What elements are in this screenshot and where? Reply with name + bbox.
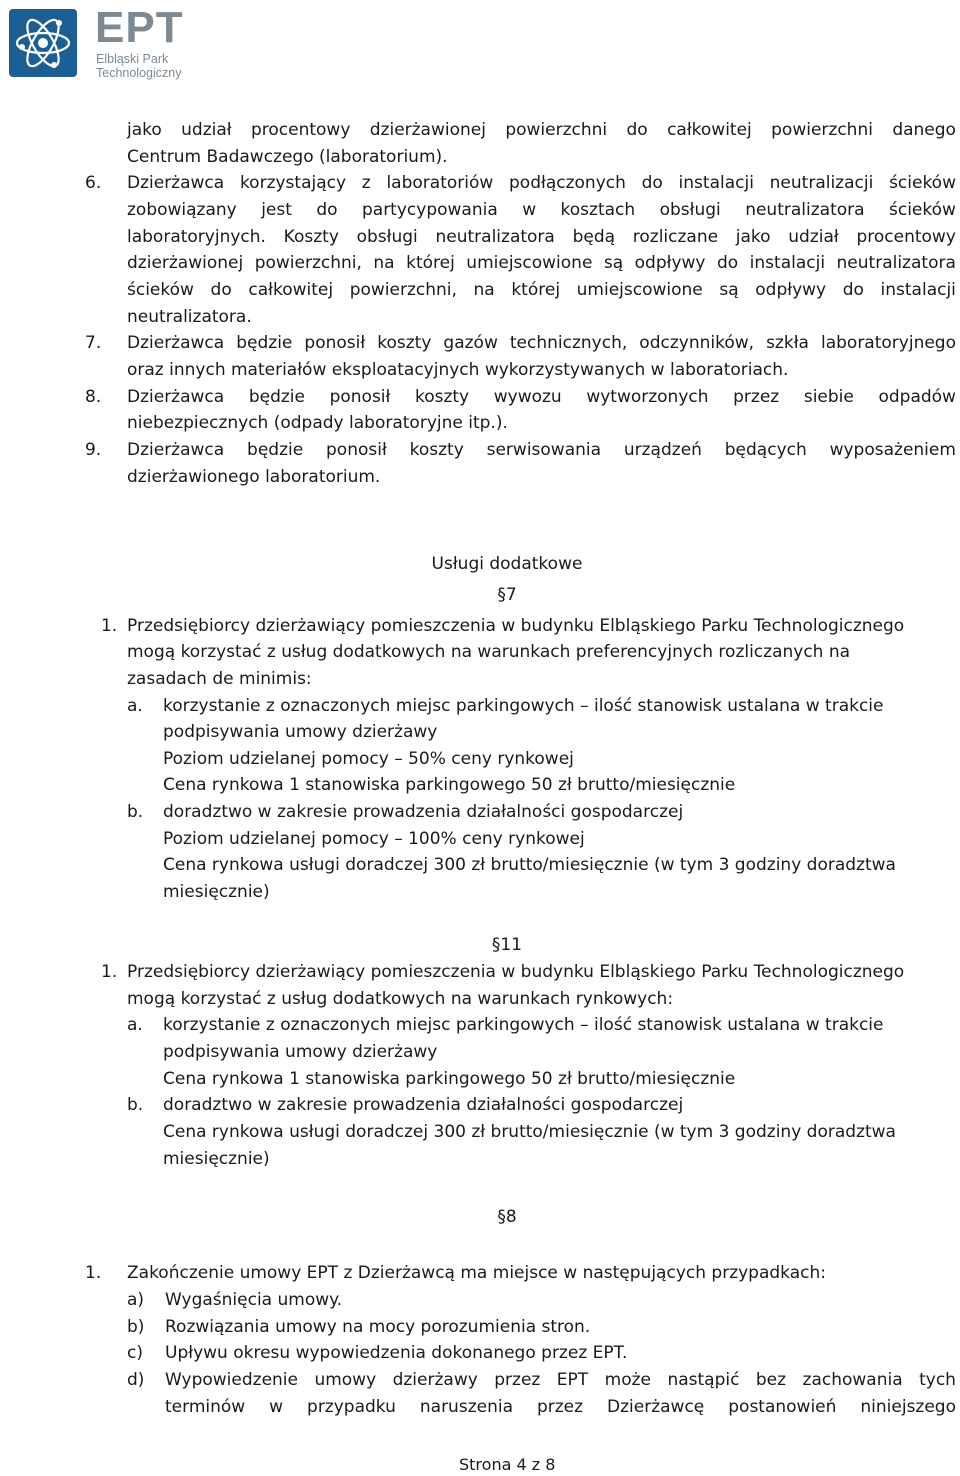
text-line: Dzierżawca będzie ponosił koszty serwisowania urządzeń będących wyposażeniem [127,440,956,460]
text-line: korzystanie z oznaczonych miejsc parkingowych – ilość stanowisk ustalana w trakcie [163,696,884,716]
text-line: podpisywania umowy dzierżawy [163,722,438,742]
logo-title: EPT [95,3,184,52]
text-line: mogą korzystać z usług dodatkowych na warunkach rynkowych: [127,989,674,1009]
list-letter: d) [127,1370,145,1390]
text-line: korzystanie z oznaczonych miejsc parkingowych – ilość stanowisk ustalana w trakcie [163,1015,884,1035]
text-line: Przedsiębiorcy dzierżawiący pomieszczenia w budynku Elbląskiego Parku Technologicznego [127,616,905,636]
list-letter: a) [127,1290,145,1310]
page-number-label: Strona 4 z 8 [459,1455,556,1474]
text-line: dzierżawionej powierzchni, na której umiejscowione są odpływy do instalacji neutralizatora [127,253,956,273]
text-line: podpisywania umowy dzierżawy [163,1042,438,1062]
paragraph-heading: §8 [497,1207,517,1227]
text-line: jako udział procentowy dzierżawionej powierzchni do całkowitej powierzchni danego [127,120,956,140]
text-line: Poziom udzielanej pomocy – 100% ceny rynkowej [163,829,585,849]
text-line: Dzierżawca korzystający z laboratoriów podłączonych do instalacji neutralizacji ścieków [127,173,956,193]
paragraph-heading: §7 [497,585,517,605]
list-letter: a. [127,696,143,716]
text-line: Poziom udzielanej pomocy – 50% ceny rynkowej [163,749,574,769]
text-line: Upływu okresu wypowiedzenia dokonanego przez EPT. [165,1343,628,1363]
list-number: 1. [85,1263,102,1283]
text-line: Wygaśnięcia umowy. [165,1290,343,1310]
text-line: Przedsiębiorcy dzierżawiący pomieszczenia w budynku Elbląskiego Parku Technologicznego [127,962,905,982]
section-title: Usługi dodatkowe [431,554,583,574]
list-letter: a. [127,1015,143,1035]
text-line: mogą korzystać z usług dodatkowych na warunkach preferencyjnych rozliczanych na [127,642,851,662]
text-line: doradztwo w zakresie prowadzenia działalności gospodarczej [163,1095,684,1115]
logo-subtitle [96,52,181,80]
list-number: 6. [85,173,102,193]
text-line: miesięcznie) [163,882,270,902]
text-line: Cena rynkowa usługi doradczej 300 zł brutto/miesięcznie (w tym 3 godziny doradztwa [163,1122,896,1142]
text-line: Wypowiedzenie umowy dzierżawy przez EPT może nastąpić bez zachowania tych [165,1370,956,1390]
text-line: neutralizatora. [127,307,252,327]
text-line: oraz innych materiałów eksploatacyjnych wykorzystywanych w laboratoriach. [127,360,789,380]
text-line: Cena rynkowa 1 stanowiska parkingowego 50 zł brutto/miesięcznie [163,775,736,795]
text-line: dzierżawionego laboratorium. [127,467,381,487]
text-line: Dzierżawca będzie ponosił koszty gazów technicznych, odczynników, szkła laboratoryjnego [127,333,956,353]
list-letter: b. [127,802,144,822]
list-letter: b) [127,1317,145,1337]
list-letter: b. [127,1095,144,1115]
text-line: zasadach de minimis: [127,669,312,689]
text-line: terminów w przypadku naruszenia przez Dzierżawcę postanowień niniejszego [165,1397,956,1417]
atom-logo-icon [9,9,77,77]
list-number: 7. [85,333,102,353]
text-line: miesięcznie) [163,1149,270,1169]
logo-subtitle-line-2: Technologiczny [96,66,182,80]
text-line: ścieków do całkowitej powierzchni, na której umiejscowione są odpływy do instalacji [127,280,956,300]
paragraph-heading: §11 [491,935,523,955]
list-number: 9. [85,440,102,460]
text-line: Cena rynkowa 1 stanowiska parkingowego 50 zł brutto/miesięcznie [163,1069,736,1089]
text-line: Centrum Badawczego (laboratorium). [127,147,448,167]
text-line: niebezpiecznych (odpady laboratoryjne itp.). [127,413,508,433]
text-line: zobowiązany jest do partycypowania w kosztach obsługi neutralizatora ścieków [127,200,956,220]
list-number: 1. [101,616,118,636]
list-letter: c) [127,1343,143,1363]
ept-logo [9,3,209,81]
list-number: 1. [101,962,118,982]
text-line: laboratoryjnych. Koszty obsługi neutralizatora będą rozliczane jako udział procentowy [127,227,956,247]
text-line: Zakończenie umowy EPT z Dzierżawcą ma miejsce w następujących przypadkach: [127,1263,826,1283]
text-line: Dzierżawca będzie ponosił koszty wywozu wytworzonych przez siebie odpadów [127,387,956,407]
logo-subtitle-line-1: Elbląski Park [96,52,169,66]
text-line: Rozwiązania umowy na mocy porozumienia stron. [165,1317,591,1337]
text-line: Cena rynkowa usługi doradczej 300 zł brutto/miesięcznie (w tym 3 godziny doradztwa [163,855,896,875]
list-number: 8. [85,387,102,407]
text-line: doradztwo w zakresie prowadzenia działalności gospodarczej [163,802,684,822]
